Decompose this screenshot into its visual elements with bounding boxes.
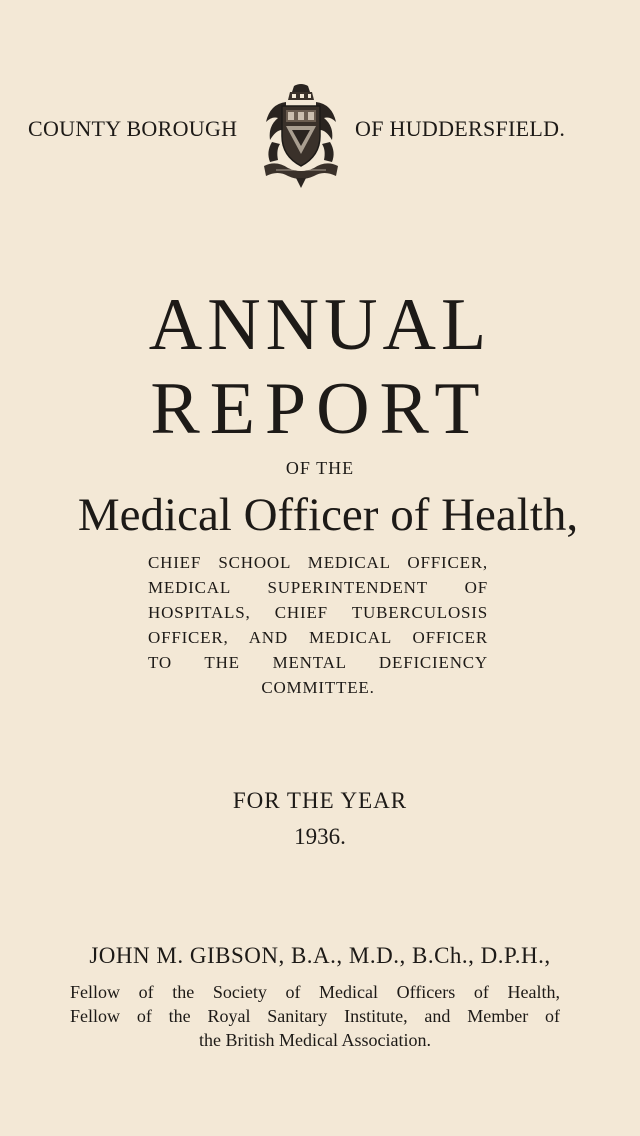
office-title: Medical Officer of Health, xyxy=(77,489,579,541)
of-the-label: OF THE xyxy=(285,458,355,478)
report-year: 1936. xyxy=(294,824,346,849)
offices-line: CHIEF SCHOOL MEDICAL OFFICER, xyxy=(148,553,488,572)
credentials-line: the British Medical Association. xyxy=(199,1030,431,1050)
author-name: JOHN M. GIBSON, B.A., M.D., B.Ch., D.P.H., xyxy=(89,943,551,968)
borough-header xyxy=(0,82,640,192)
for-the-year-label: FOR THE YEAR xyxy=(232,788,408,813)
borough-header-left: COUNTY BOROUGH xyxy=(28,116,238,141)
borough-header-right: OF HUDDERSFIELD. xyxy=(355,116,566,141)
title-annual: ANNUAL xyxy=(148,284,492,366)
offices-line: OFFICER, AND MEDICAL OFFICER xyxy=(148,628,488,647)
credentials-line: Fellow of the Society of Medical Officers of Health, xyxy=(70,982,560,1002)
offices-list xyxy=(148,550,488,700)
credentials-line: Fellow of the Royal Sanitary Institute, and Member of xyxy=(70,1006,560,1026)
offices-line: COMMITTEE. xyxy=(261,678,375,697)
coat-of-arms-icon xyxy=(256,82,346,190)
offices-line: HOSPITALS, CHIEF TUBERCULOSIS xyxy=(148,603,488,622)
title-report: REPORT xyxy=(150,368,490,450)
offices-line: MEDICAL SUPERINTENDENT OF xyxy=(148,578,488,597)
offices-line: TO THE MENTAL DEFICIENCY xyxy=(148,653,488,672)
author-credentials xyxy=(70,980,560,1052)
